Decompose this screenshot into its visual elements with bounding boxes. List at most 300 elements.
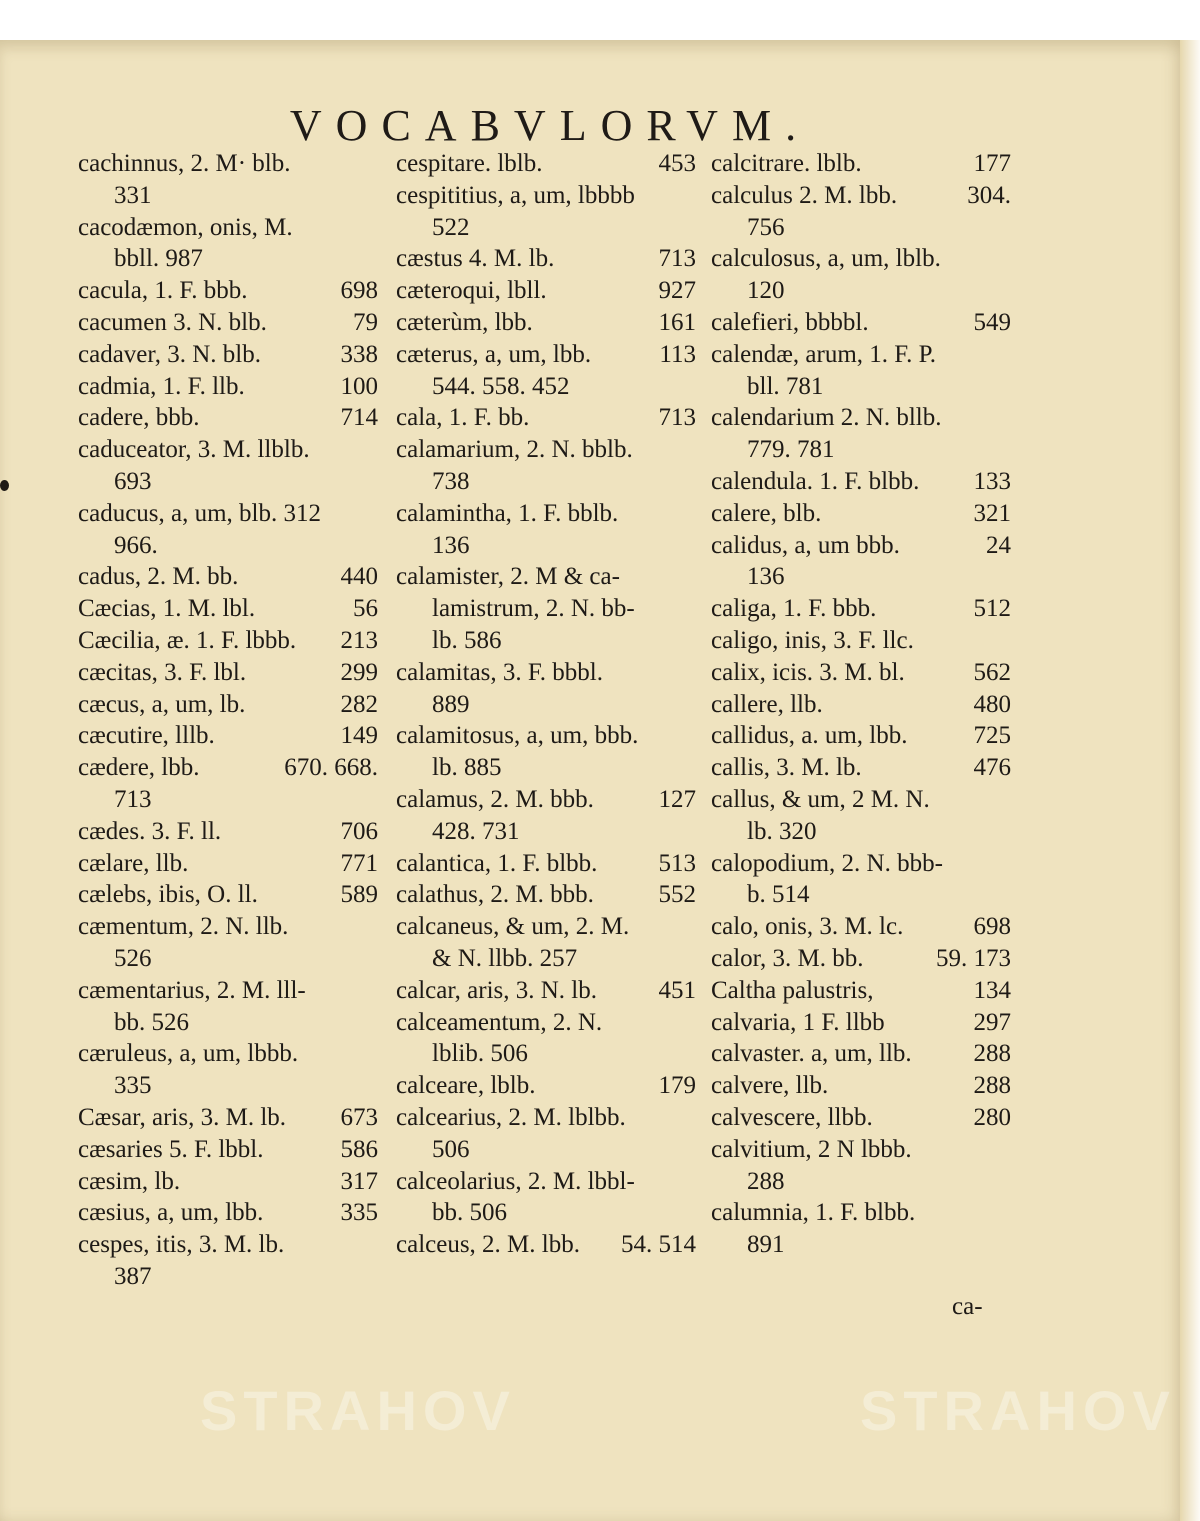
dictionary-entry — [78, 911, 378, 975]
entry-continuation: 713 — [114, 785, 152, 813]
entry-line — [78, 371, 378, 403]
dictionary-entry — [78, 434, 378, 498]
dictionary-entry — [396, 975, 696, 1007]
entry-headword: calculosus, a, um, lblb. — [711, 245, 941, 273]
dictionary-entry — [396, 434, 696, 498]
entry-line — [78, 689, 378, 721]
entry-headword: calor, 3. M. bb. — [711, 944, 864, 972]
entry-headword: Cæcilia, æ. 1. F. lbbb. — [78, 626, 297, 654]
entry-line — [78, 307, 378, 339]
entry-line — [78, 848, 378, 880]
entry-line — [396, 498, 696, 530]
page-ref: 54. 514 — [621, 1231, 696, 1259]
entry-headword: cæcitas, 3. F. lbl. — [78, 658, 247, 686]
page-ref: 451 — [658, 976, 696, 1004]
page-ref: 698 — [340, 277, 378, 305]
entry-continuation: 693 — [114, 467, 152, 495]
page-ref: 513 — [658, 849, 696, 877]
entry-line — [711, 1134, 1011, 1166]
entry-headword: cædes. 3. F. ll. — [78, 817, 222, 845]
dictionary-entry — [711, 975, 1011, 1007]
entry-headword: calceus, 2. M. lbb. — [396, 1231, 580, 1259]
entry-continuation: 387 — [114, 1262, 152, 1290]
entry-continuation: bb. 506 — [432, 1199, 507, 1227]
page-ref: 335 — [340, 1199, 378, 1227]
page-ref: 673 — [340, 1103, 378, 1131]
dictionary-entry — [78, 275, 378, 307]
entry-headword: calceare, lblb. — [396, 1072, 536, 1100]
dictionary-entry — [396, 275, 696, 307]
entry-continuation: lb. 320 — [747, 817, 817, 845]
page-ref: 927 — [658, 277, 696, 305]
entry-line — [396, 243, 696, 275]
entry-line — [711, 1070, 1011, 1102]
entry-continuation: 428. 731 — [432, 817, 520, 845]
dictionary-entry — [78, 848, 378, 880]
entry-line — [78, 720, 378, 752]
entry-line — [78, 911, 378, 943]
page-ref: 288 — [973, 1072, 1011, 1100]
entry-line — [78, 434, 378, 466]
dictionary-entry — [711, 911, 1011, 943]
entry-headword: cæruleus, a, um, lbbb. — [78, 1040, 299, 1068]
entry-headword: cæterùm, lbb. — [396, 308, 533, 336]
catchword: ca- — [952, 1293, 983, 1320]
dictionary-entry — [396, 720, 696, 784]
dictionary-entry — [711, 148, 1011, 180]
entry-line — [78, 593, 378, 625]
entry-line — [78, 1229, 378, 1261]
page-ref: 179 — [658, 1072, 696, 1100]
page-ref: 149 — [340, 722, 378, 750]
entry-line — [396, 879, 696, 911]
entry-continuation: 288 — [747, 1167, 785, 1195]
entry-continuation: & N. llbb. 257 — [432, 944, 578, 972]
dictionary-entry — [711, 402, 1011, 466]
dictionary-entry — [711, 498, 1011, 530]
dictionary-entry — [78, 689, 378, 721]
entry-line — [78, 625, 378, 657]
page-ref: 282 — [340, 690, 378, 718]
entry-headword: calumnia, 1. F. blbb. — [711, 1199, 916, 1227]
dictionary-entry — [396, 498, 696, 562]
entry-continuation: 756 — [747, 213, 785, 241]
entry-line — [711, 1102, 1011, 1134]
entry-line — [78, 1134, 378, 1166]
dictionary-entry — [711, 720, 1011, 752]
dictionary-entry — [396, 848, 696, 880]
page-ref: 586 — [340, 1135, 378, 1163]
dictionary-entry — [78, 975, 378, 1039]
entry-headword: cachinnus, 2. M· blb. — [78, 150, 291, 177]
page-ref: 589 — [340, 881, 378, 909]
watermark-left: STRAHOV — [200, 1379, 516, 1442]
entry-headword: cæsim, lb. — [78, 1167, 181, 1195]
entry-headword: cespititius, a, um, lbbbb — [396, 181, 635, 209]
page-ref: 706 — [340, 817, 378, 845]
entry-line — [78, 498, 378, 530]
dictionary-entry — [78, 752, 378, 816]
dictionary-entry — [711, 180, 1011, 244]
entry-headword: cæmentum, 2. N. llb. — [78, 913, 289, 941]
entry-line — [78, 402, 378, 434]
dictionary-entry — [711, 339, 1011, 403]
entry-headword: cespes, itis, 3. M. lb. — [78, 1231, 285, 1259]
page-ref: 304. — [967, 181, 1011, 209]
dictionary-entry — [78, 561, 378, 593]
entry-continuation: bbll. 987 — [114, 245, 203, 273]
entry-continuation: 136 — [432, 531, 470, 559]
page-ref: 338 — [340, 340, 378, 368]
page-ref: 512 — [973, 595, 1011, 623]
dictionary-entry — [396, 657, 696, 721]
entry-continuation: bb. 526 — [114, 1008, 189, 1036]
entry-headword: cæmentarius, 2. M. lll- — [78, 976, 306, 1004]
dictionary-entry — [711, 530, 1011, 594]
entry-headword: calvescere, llbb. — [711, 1103, 873, 1131]
entry-continuation: 506 — [432, 1135, 470, 1163]
dictionary-entry — [396, 307, 696, 339]
dictionary-entry — [78, 879, 378, 911]
entry-headword: cæstus 4. M. lb. — [396, 245, 555, 273]
entry-headword: cadaver, 3. N. blb. — [78, 340, 261, 368]
entry-line — [396, 911, 696, 943]
page-ref: 56 — [353, 595, 378, 623]
page-ref: 299 — [340, 658, 378, 686]
entry-headword: calcar, aris, 3. N. lb. — [396, 976, 598, 1004]
entry-headword: calculus 2. M. lbb. — [711, 181, 898, 209]
entry-line — [711, 243, 1011, 275]
dictionary-entry — [711, 1070, 1011, 1102]
entry-line — [396, 148, 696, 180]
entry-line — [78, 1102, 378, 1134]
entry-continuation: lblib. 506 — [432, 1040, 528, 1068]
page-ref: 297 — [973, 1008, 1011, 1036]
entry-headword: cæsaries 5. F. lbbl. — [78, 1135, 264, 1163]
page-ref: 713 — [658, 245, 696, 273]
page-ref: 698 — [973, 913, 1011, 941]
entry-line — [396, 275, 696, 307]
entry-line — [711, 1007, 1011, 1039]
dictionary-entry — [711, 752, 1011, 784]
entry-line — [711, 1197, 1011, 1229]
entry-line — [396, 657, 696, 689]
entry-headword: calo, onis, 3. M. lc. — [711, 913, 904, 941]
margin-mark — [0, 480, 9, 491]
entry-line — [711, 339, 1011, 371]
page-ref: 127 — [658, 785, 696, 813]
entry-headword: calathus, 2. M. bbb. — [396, 881, 594, 909]
entry-line — [711, 530, 1011, 562]
entry-line — [78, 148, 378, 180]
dictionary-entry — [711, 1197, 1011, 1261]
dictionary-entry — [396, 402, 696, 434]
entry-headword: calere, blb. — [711, 499, 822, 527]
page-ref: 79 — [353, 308, 378, 336]
entry-headword: calamarium, 2. N. bblb. — [396, 436, 633, 464]
entry-line — [396, 561, 696, 593]
dictionary-entry — [78, 657, 378, 689]
dictionary-entry — [78, 720, 378, 752]
entry-headword: calamitas, 3. F. bbbl. — [396, 658, 603, 686]
dictionary-entry — [711, 307, 1011, 339]
entry-line — [78, 975, 378, 1007]
dictionary-entry — [78, 816, 378, 848]
entry-headword: cæcus, a, um, lb. — [78, 690, 246, 718]
entry-continuation: 889 — [432, 690, 470, 718]
dictionary-entry — [396, 879, 696, 911]
entry-headword: calceolarius, 2. M. lbbl- — [396, 1167, 635, 1195]
dictionary-entry — [78, 498, 378, 562]
entry-line — [396, 848, 696, 880]
dictionary-entry — [396, 1166, 696, 1230]
dictionary-entry — [78, 593, 378, 625]
dictionary-entry — [396, 243, 696, 275]
entry-continuation: bll. 781 — [747, 372, 824, 400]
entry-continuation: 966. — [114, 531, 158, 559]
page-ref: 476 — [973, 754, 1011, 782]
entry-headword: caligo, inis, 3. F. llc. — [711, 626, 914, 654]
dictionary-entry — [396, 180, 696, 244]
entry-headword: calvere, llb. — [711, 1072, 829, 1100]
page-ref: 549 — [973, 308, 1011, 336]
entry-line — [711, 943, 1011, 975]
entry-headword: cædere, lbb. — [78, 754, 200, 782]
dictionary-entry — [78, 1038, 378, 1102]
entry-line — [711, 1038, 1011, 1070]
entry-line — [78, 1166, 378, 1198]
entry-headword: caliga, 1. F. bbb. — [711, 595, 877, 623]
page-ref: 725 — [973, 722, 1011, 750]
dictionary-entry — [78, 1229, 378, 1293]
entry-headword: cala, 1. F. bb. — [396, 404, 530, 432]
page-ref: 562 — [973, 658, 1011, 686]
entry-line — [78, 816, 378, 848]
entry-line — [711, 848, 1011, 880]
entry-headword: calvaster. a, um, llb. — [711, 1040, 912, 1068]
entry-line — [396, 1229, 696, 1261]
page-ref: 321 — [973, 499, 1011, 527]
column-3 — [711, 148, 1011, 1261]
entry-line — [711, 784, 1011, 816]
dictionary-entry — [396, 784, 696, 848]
page-ref: 100 — [340, 372, 378, 400]
entry-headword: calendæ, arum, 1. F. P. — [711, 340, 937, 368]
dictionary-entry — [711, 848, 1011, 912]
dictionary-entry — [711, 625, 1011, 657]
dictionary-entry — [78, 1197, 378, 1229]
page-ref: 317 — [340, 1167, 378, 1195]
entry-headword: calantica, 1. F. blbb. — [396, 849, 598, 877]
entry-continuation: 331 — [114, 181, 152, 209]
entry-headword: cæcutire, lllb. — [78, 722, 215, 750]
entry-continuation: b. 514 — [747, 881, 810, 909]
entry-line — [711, 402, 1011, 434]
page-ref: 177 — [973, 150, 1011, 177]
entry-line — [711, 752, 1011, 784]
entry-line — [711, 466, 1011, 498]
entry-line — [396, 434, 696, 466]
entry-line — [396, 307, 696, 339]
entry-headword: callus, & um, 2 M. N. — [711, 785, 930, 813]
entry-headword: caduceator, 3. M. llblb. — [78, 436, 310, 464]
entry-continuation: 779. 781 — [747, 436, 835, 464]
entry-line — [711, 625, 1011, 657]
entry-headword: callis, 3. M. lb. — [711, 754, 862, 782]
page-ref: 440 — [340, 563, 378, 591]
dictionary-entry — [78, 1134, 378, 1166]
dictionary-entry — [711, 1038, 1011, 1070]
entry-headword: cacodæmon, onis, M. — [78, 213, 293, 241]
entry-headword: calcaneus, & um, 2. M. — [396, 913, 630, 941]
entry-line — [78, 561, 378, 593]
entry-line — [78, 657, 378, 689]
page-ref: 213 — [340, 626, 378, 654]
entry-line — [396, 720, 696, 752]
page-ref: 713 — [658, 404, 696, 432]
entry-headword: cacumen 3. N. blb. — [78, 308, 267, 336]
page-edge — [1180, 40, 1200, 1521]
entry-headword: calidus, a, um bbb. — [711, 531, 900, 559]
entry-headword: cæterus, a, um, lbb. — [396, 340, 592, 368]
entry-headword: calendula. 1. F. blbb. — [711, 467, 920, 495]
dictionary-entry — [78, 1166, 378, 1198]
entry-line — [78, 752, 378, 784]
entry-line — [711, 498, 1011, 530]
dictionary-entry — [396, 1102, 696, 1166]
entry-line — [396, 1007, 696, 1039]
entry-line — [396, 339, 696, 371]
dictionary-entry — [396, 1007, 696, 1071]
entry-continuation: lb. 586 — [432, 626, 502, 654]
entry-line — [711, 307, 1011, 339]
entry-line — [711, 975, 1011, 1007]
entry-continuation: 522 — [432, 213, 470, 241]
entry-line — [711, 593, 1011, 625]
entry-line — [78, 1197, 378, 1229]
entry-continuation: lamistrum, 2. N. bb- — [432, 595, 635, 623]
entry-continuation: lb. 885 — [432, 754, 502, 782]
dictionary-entry — [711, 784, 1011, 848]
dictionary-entry — [711, 689, 1011, 721]
entry-line — [396, 975, 696, 1007]
entry-line — [396, 180, 696, 212]
entry-headword: calix, icis. 3. M. bl. — [711, 658, 905, 686]
entry-headword: calcearius, 2. M. lblbb. — [396, 1103, 626, 1131]
page-title: VOCABVLORVM. — [289, 101, 811, 150]
entry-continuation: 526 — [114, 944, 152, 972]
dictionary-entry — [396, 625, 696, 657]
dictionary-entry — [78, 402, 378, 434]
entry-headword: calamister, 2. M & ca- — [396, 563, 620, 591]
entry-line — [396, 784, 696, 816]
dictionary-entry — [78, 371, 378, 403]
entry-headword: calamitosus, a, um, bbb. — [396, 722, 639, 750]
entry-headword: calvitium, 2 N lbbb. — [711, 1135, 912, 1163]
entry-headword: cælebs, ibis, O. ll. — [78, 881, 258, 909]
dictionary-entry — [711, 466, 1011, 498]
entry-line — [78, 212, 378, 244]
entry-continuation: 335 — [114, 1072, 152, 1100]
entry-headword: Cæcias, 1. M. lbl. — [78, 595, 256, 623]
dictionary-entry — [711, 593, 1011, 625]
dictionary-entry — [396, 339, 696, 403]
entry-line — [396, 402, 696, 434]
dictionary-entry — [78, 339, 378, 371]
entry-headword: calvaria, 1 F. llbb — [711, 1008, 885, 1036]
entry-line — [78, 1038, 378, 1070]
entry-headword: cælare, llb. — [78, 849, 189, 877]
column-1 — [78, 148, 378, 1293]
dictionary-entry — [78, 625, 378, 657]
entry-headword: cadmia, 1. F. llb. — [78, 372, 245, 400]
dictionary-entry — [711, 943, 1011, 975]
entry-continuation: 738 — [432, 467, 470, 495]
entry-line — [711, 180, 1011, 212]
entry-headword: cespitare. lblb. — [396, 150, 543, 177]
dictionary-entry — [711, 243, 1011, 307]
entry-headword: caducus, a, um, blb. 312 — [78, 499, 322, 527]
dictionary-entry — [78, 1102, 378, 1134]
page-ref: 771 — [340, 849, 378, 877]
page-ref: 161 — [658, 308, 696, 336]
page-ref: 453 — [658, 150, 696, 177]
entry-line — [78, 275, 378, 307]
entry-headword: calopodium, 2. N. bbb- — [711, 849, 943, 877]
entry-line — [396, 1070, 696, 1102]
entry-headword: cæteroqui, lbll. — [396, 277, 547, 305]
entry-headword: cacula, 1. F. bbb. — [78, 277, 248, 305]
dictionary-entry — [396, 1070, 696, 1102]
page-ref: 670. 668. — [284, 754, 378, 782]
entry-headword: cæsius, a, um, lbb. — [78, 1199, 264, 1227]
page-ref: 714 — [340, 404, 378, 432]
entry-headword: calendarium 2. N. bllb. — [711, 404, 942, 432]
entry-headword: Caltha palustris, — [711, 976, 874, 1004]
entry-continuation: 544. 558. 452 — [432, 372, 570, 400]
dictionary-entry — [711, 1007, 1011, 1039]
dictionary-entry — [396, 1229, 696, 1261]
entry-headword: cadus, 2. M. bb. — [78, 563, 239, 591]
page-ref: 280 — [973, 1103, 1011, 1131]
entry-line — [711, 148, 1011, 180]
entry-headword: cadere, bbb. — [78, 404, 200, 432]
page-ref: 134 — [973, 976, 1011, 1004]
page-ref: 133 — [973, 467, 1011, 495]
dictionary-entry — [78, 212, 378, 276]
page-ref: 59. 173 — [936, 944, 1011, 972]
page-ref: 480 — [973, 690, 1011, 718]
column-2 — [396, 148, 696, 1261]
dictionary-entry — [396, 911, 696, 975]
dictionary-entry — [396, 148, 696, 180]
entry-headword: calamintha, 1. F. bblb. — [396, 499, 619, 527]
watermark-right: STRAHOV — [860, 1379, 1176, 1442]
entry-continuation: 120 — [747, 277, 785, 305]
entry-headword: callidus, a. um, lbb. — [711, 722, 908, 750]
page-ref: 288 — [973, 1040, 1011, 1068]
entry-continuation: 891 — [747, 1231, 785, 1259]
entry-line — [396, 1102, 696, 1134]
entry-headword: calceamentum, 2. N. — [396, 1008, 603, 1036]
entry-line — [711, 911, 1011, 943]
entry-headword: Cæsar, aris, 3. M. lb. — [78, 1103, 287, 1131]
entry-continuation: 136 — [747, 563, 785, 591]
entry-headword: calefieri, bbbbl. — [711, 308, 869, 336]
entry-headword: calcitrare. lblb. — [711, 150, 862, 177]
entry-headword: calamus, 2. M. bbb. — [396, 785, 594, 813]
page-ref: 24 — [986, 531, 1011, 559]
